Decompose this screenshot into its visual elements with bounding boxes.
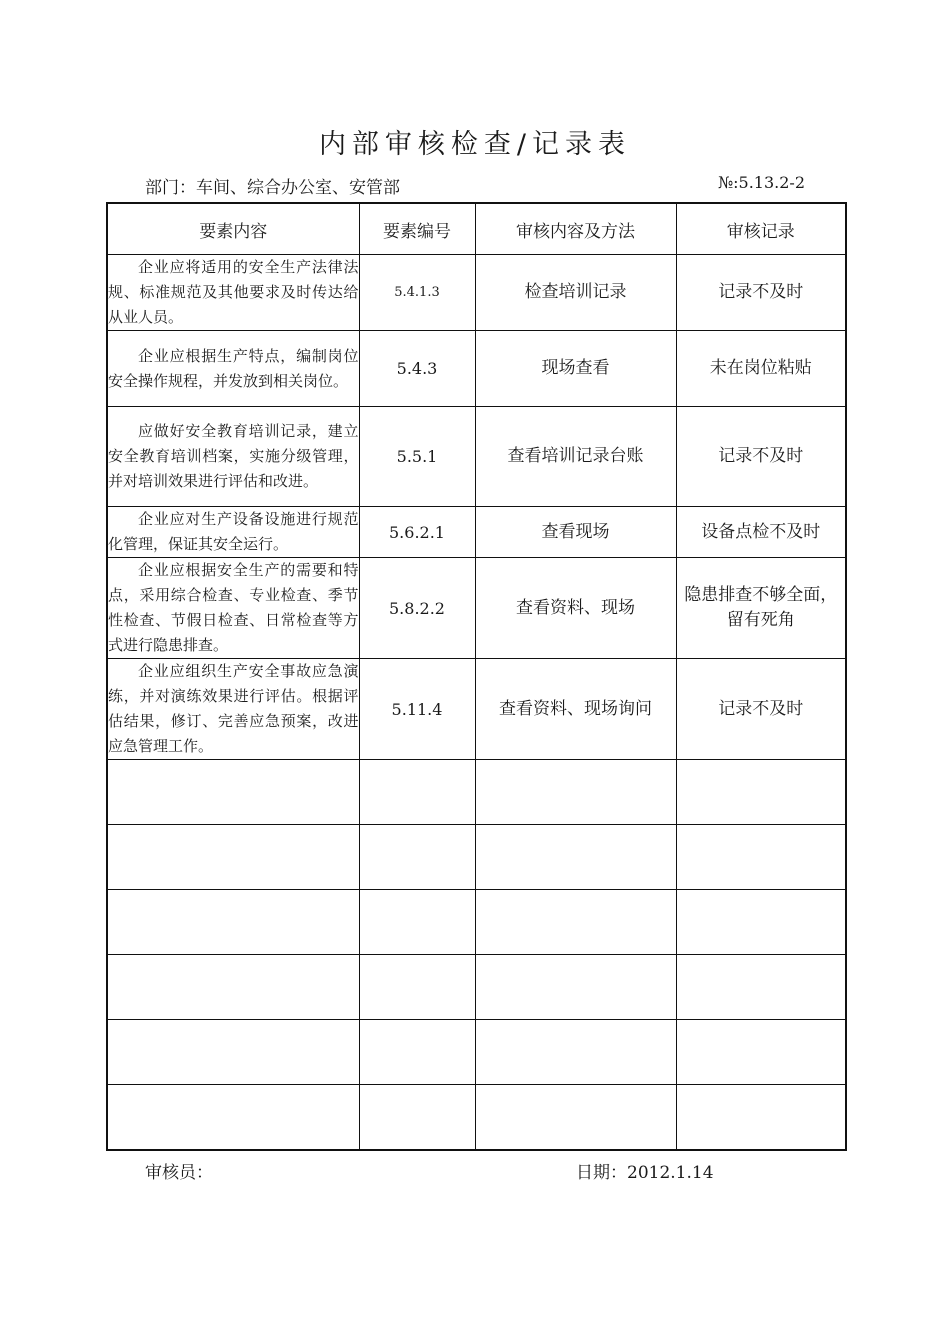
row-record: 隐患排查不够全面，留有死角 <box>676 558 846 659</box>
empty-cell <box>475 1020 676 1085</box>
empty-cell <box>359 1020 475 1085</box>
empty-cell <box>475 955 676 1020</box>
row-description <box>107 659 359 760</box>
empty-cell <box>676 1085 846 1151</box>
header-audit-method: 审核内容及方法 <box>475 203 676 255</box>
row-description-text: 应做好安全教育培训记录，建立安全教育培训档案，实施分级管理，并对培训效果进行评估和改进。 <box>108 422 359 490</box>
row-record: 记录不及时 <box>676 659 846 760</box>
row-description <box>107 255 359 331</box>
table-row <box>107 407 846 507</box>
empty-row <box>107 955 846 1020</box>
empty-cell <box>676 955 846 1020</box>
row-description-text: 企业应对生产设备设施进行规范化管理，保证其安全运行。 <box>108 510 359 553</box>
empty-cell <box>107 955 359 1020</box>
row-code: 5.6.2.1 <box>359 507 475 558</box>
row-record: 未在岗位粘贴 <box>676 331 846 407</box>
table-row <box>107 659 846 760</box>
row-description <box>107 331 359 407</box>
header-element-code: 要素编号 <box>359 203 475 255</box>
row-description-text: 企业应根据生产特点，编制岗位安全操作规程，并发放到相关岗位。 <box>108 346 359 390</box>
row-description <box>107 507 359 558</box>
document-number: №:5.13.2-2 <box>718 173 806 192</box>
row-description-text: 企业应根据安全生产的需要和特点，采用综合检查、专业检查、季节性检查、节假日检查、日常检查等方式进行隐患排查。 <box>108 561 359 654</box>
empty-cell <box>359 760 475 825</box>
empty-row <box>107 1085 846 1151</box>
audit-table <box>106 202 847 1151</box>
audit-date: 日期：2012.1.14 <box>576 1163 714 1183</box>
table-row <box>107 507 846 558</box>
table-header-row <box>107 203 846 255</box>
table-row <box>107 331 846 407</box>
row-code: 5.4.3 <box>359 331 475 407</box>
row-code: 5.4.1.3 <box>359 255 475 331</box>
page-title: 内部审核检查/记录表 <box>318 129 632 160</box>
row-record: 设备点检不及时 <box>676 507 846 558</box>
auditor-label: 审核员： <box>145 1163 213 1183</box>
empty-cell <box>359 890 475 955</box>
row-method: 现场查看 <box>475 331 676 407</box>
row-code: 5.11.4 <box>359 659 475 760</box>
department-label: 部门：车间、综合办公室、安管部 <box>145 178 400 198</box>
table-row <box>107 558 846 659</box>
row-method: 查看资料、现场 <box>475 558 676 659</box>
empty-cell <box>676 825 846 890</box>
row-description <box>107 407 359 507</box>
header-element-content: 要素内容 <box>107 203 359 255</box>
empty-cell <box>107 825 359 890</box>
empty-cell <box>676 1020 846 1085</box>
row-method: 查看现场 <box>475 507 676 558</box>
header-audit-record: 审核记录 <box>676 203 846 255</box>
row-code: 5.8.2.2 <box>359 558 475 659</box>
row-description-text: 企业应组织生产安全事故应急演练，并对演练效果进行评估。根据评估结果，修订、完善应急预案，改进应急管理工作。 <box>108 662 359 755</box>
empty-row <box>107 760 846 825</box>
empty-cell <box>107 1020 359 1085</box>
empty-cell <box>359 825 475 890</box>
empty-cell <box>475 890 676 955</box>
empty-cell <box>676 890 846 955</box>
empty-cell <box>475 825 676 890</box>
row-record: 记录不及时 <box>676 407 846 507</box>
row-description <box>107 558 359 659</box>
empty-cell <box>475 760 676 825</box>
row-code: 5.5.1 <box>359 407 475 507</box>
empty-cell <box>475 1085 676 1151</box>
empty-cell <box>359 955 475 1020</box>
empty-cell <box>107 760 359 825</box>
row-method: 检查培训记录 <box>475 255 676 331</box>
empty-row <box>107 825 846 890</box>
row-method: 查看培训记录台账 <box>475 407 676 507</box>
empty-cell <box>107 1085 359 1151</box>
row-record: 记录不及时 <box>676 255 846 331</box>
empty-row <box>107 890 846 955</box>
empty-row <box>107 1020 846 1085</box>
row-method: 查看资料、现场询问 <box>475 659 676 760</box>
empty-cell <box>676 760 846 825</box>
table-row <box>107 255 846 331</box>
row-description-text: 企业应将适用的安全生产法律法规、标准规范及其他要求及时传达给从业人员。 <box>108 258 359 326</box>
empty-cell <box>359 1085 475 1151</box>
empty-cell <box>107 890 359 955</box>
